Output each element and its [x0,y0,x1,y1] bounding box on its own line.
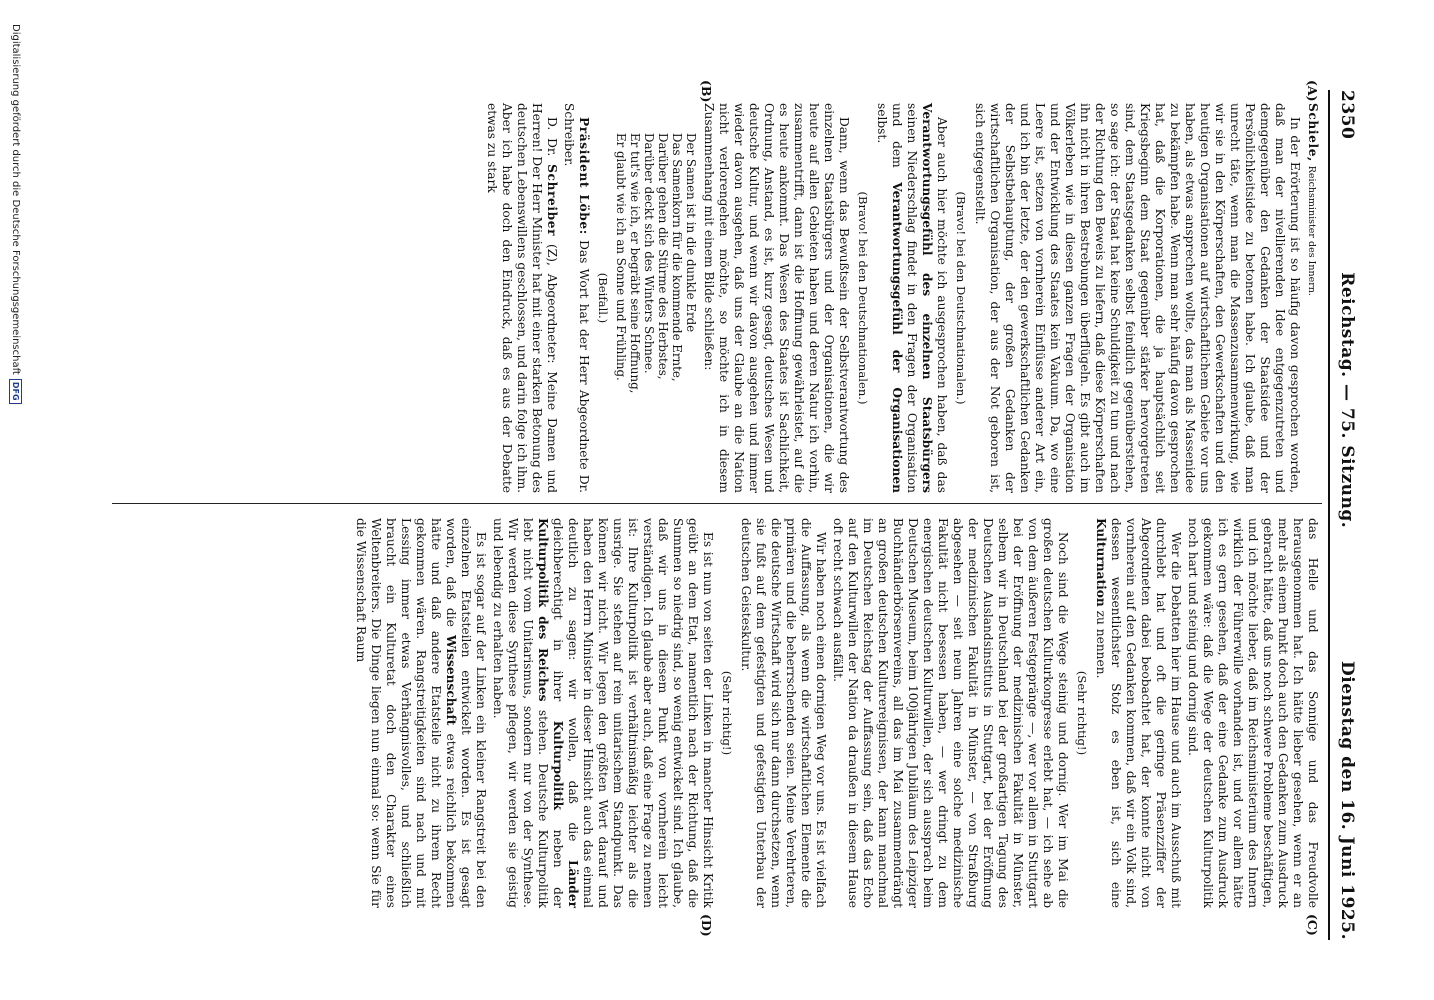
speech-paragraph [1093,518,1183,908]
margin-marker-d: (D) [699,914,714,937]
emphasis-text: Kulturpolitik des Reiches [536,518,550,702]
interjection: (Sehr richtig!) [720,670,734,756]
margin-marker-b: (B) [699,80,714,103]
dfg-logo: DFG [10,379,23,404]
speech-paragraph [561,103,591,493]
left-column [482,103,1320,493]
speech-paragraph [484,103,559,493]
text-run: selbst. [875,103,889,144]
poem-line: Darüber deckt sich des Winters Schnee. [642,133,656,374]
speech-paragraph: Noch sind die Wege steinig und dornig. Wer im Mai die großen deutschen Kulturkongresse erlebt hat, — ich sehe ab von dem äußeren Festgepränge —, wer vor allem in Stuttgart bei der Eröffnung der medizinischen Fakultät in Münster, selbem wir in Deutschland bei der großartigen Tagung des Deutschen Auslandsinstituts in Stuttgart, bei der Eröffnung der medizinischen Fakultät in Münster, — von Straßburg abgesehen — seit neun Jahren eine solche medizinische Fakultät nicht besessen haben, — wer dringt zu dem energischen deutschen Kulturwillen, der sich aussprach beim Deutschen Museum, beim 100jährigen Jubiläum des Leipziger Buchhändlerbörsenvereins, all das im Mai zusammendrängt an großen deutschen Kulturereignissen, der kann manchmal im Deutschen Reichstag der Auffassung sein, daß das Echo auf den Kulturwillen der Nation da draußen in diesem Hause oft recht schwach ausfällt. [831,518,1070,908]
page-header [1332,90,1362,940]
text-run: Es ist sogar auf der Linken ein kleiner Rangstreit bei den einzelnen Etatsteilen entwickelt worden. Es ist gesagt worden, daß die [444,518,488,908]
emphasis-text: Länder [566,859,580,908]
text-run: (Z), Abgeordneter: Meine Damen und Herren! Der Herr Minister hat mit einer starken Betonung des deutschen Lebenswillens geschlossen, und darin folge ich ihm. Aber ich habe doch den Eindruck, daß es aus der Debatte etwas zu stark [485,103,559,494]
text-run: etwas reichlich bekommen hätte und daß andere Etatsteile nicht zu ihrem Recht gekommen wären. Rangstreitigkeiten sind nach und mit Lessing immer etwas Verhängnisvolles, und schließlich braucht ein Kulturetat doch den Charakter eines Weltenbreiters. Die Dinge liegen nun einmal so: wenn Sie für die Wissenschaft Raum [354,518,458,908]
interjection: (Bravo! bei den Deutschnationalen.) [954,191,968,405]
speech-paragraph [874,103,949,493]
poem-line: Der Samen ist in die dunkle Erde [684,133,698,333]
speech-paragraph: Wir haben noch einen dornigen Weg vor uns. Es ist vielfach die Auffassung, als wenn die wirtschaftlichen Elemente die primären und die beherrschenden seien. Meine Verehrteren, die deutsche Wirtschaft wird sich nur dann durchsetzen, wenn sie fußt auf dem gefestigten und gefestigten Unterbau der deutschen Geisteskultur. [739,518,828,908]
text-run: D. Dr. [545,117,559,165]
page-number: 2350 [1337,90,1357,140]
speech-paragraph [1304,103,1320,493]
poem-line: Darüber gehen die Stürme des Herbstes, [656,133,670,380]
poem-line: Er glaubt wie ich an Sonne und Frühling. [614,133,628,381]
text-run: Das Wort hat der Herr Abgeordnete Dr. Schreiber. [562,103,591,493]
speech-paragraph: Dann, wenn das Bewußtsein der Selbstverantwortung des einzelnen Staatsbürgers und der Organisationen, die wir heute auf allen Gebieten haben und deren Natur ich vorhin, zusammentrifft, dann ist die Hoffnung gewährleistet, auf die es heute ankommt. Das Wesen des Staates ist Sachlichkeit, Ordnung, Anstand, es ist, kurz gesagt, deutsches Wesen und deutsche Kultur, und wenn wir davon ausgehen und immer wieder davon ausgehen, daß uns der Glaube an die Nation nicht verlorengehen möchte, so möchte ich in diesem Zusammenhang mit einem Bilde schließen: [702,103,851,493]
interjection: (Beifall.) [596,272,610,324]
page-date: Dienstag den 16. Juni 1925. [1337,661,1357,940]
text-run: Aber auch hier möchte ich ausgesprochen haben, daß das [935,117,949,493]
emphasis-text: Kulturnation [1094,518,1108,607]
text-run: gleichberechtigt in ihrer [551,518,565,721]
emphasis-text: Verantwortungsgefühl der Organisationen [890,182,904,493]
interjection: (Sehr richtig!) [1075,670,1089,756]
poem-line: Das Samenkorn für die kommende Ernte, [670,133,684,382]
text-run: seinen Niederschlag findet in den Fragen der Organisation und dem [890,103,919,493]
page-title: Reichstag. — 75. Sitzung. [1337,272,1357,529]
credit-text: Digitalisierung gefördert durch die Deutsche Forschungsgemeinschaft [10,24,22,375]
poem-line: Er tut's wie ich, er begräbt seine Hoffnung, [628,133,642,394]
speech-paragraph [353,518,488,908]
margin-marker-a: (A) [1305,80,1320,102]
president-name: Präsident Löbe: [577,117,591,235]
speaker-name: Schreiber [545,164,559,237]
text-run: neben der [551,810,565,908]
interjection: (Bravo! bei den Deutschnationalen.) [856,191,870,405]
poem-quote [614,103,698,493]
text-run: Es ist nun von seiten der Linken in mancher Hinsicht Kritik geübt an dem Etat, namentlich nach der Richtung, daß die Summen so niedrig sind, so wenig entwickelt sind. Ich glaube, daß wir uns in diesem Punkt von vornherein leicht verständigen. Ich glaube aber auch, daß eine Frage zu nennen ist: Ihre Kulturpolitik ist verhältnismäßig leichter als die unsrige. Sie stehen auf rein unitarischem Standpunkt. Das können wir nicht. Wir legen den größten Wert darauf und haben den Herrn Minister in dieser Hinsicht auch das einmal deutlich zu sagen: wir wollen, daß die [566,518,715,908]
speaker-name: Schiele, [1306,103,1320,162]
emphasis-text: Verantwortungsgefühl des einzelnen Staatsbürgers [920,103,934,493]
text-run: Wer die Debatten hier im Hause und auch im Ausschuß mit durchlebt hat und oft die geringe Präsenzziffer der Abgeordneten dabei beobachtet hat, der konnte nicht von vornherein auf den Gedanken kommen, daß wir ein Volk sind, dessen wesentlichster Stolz es eben ist, sich eine [1109,518,1183,908]
emphasis-text: Wissenschaft [444,635,458,726]
right-column [351,518,1320,908]
emphasis-text: Kulturpolitik [551,720,565,811]
text-run: zu nennen. [1094,606,1108,679]
speaker-role: Reichsminister des Innern. [1306,165,1317,296]
margin-marker-c: (C) [1305,914,1320,936]
speech-paragraph [490,518,715,908]
speech-paragraph: In der Erörterung ist so häufig davon gesprochen worden, daß man der nivellierenden Idee entgegenzutreten und demgegenüber den Gedanken der Staatsidee und der Persönlichkeitsidee zu betonen habe. Ich glaube, daß man unrecht täte, wenn man die Massenzusammenwirkung, wie wir sie in den Körperschaften, den Gewerkschaften und den heutigen Organisationen auf wirtschaftlichem Gebiete vor uns haben, als etwas ansprechen wollte, das man als Massenidee zu bekämpfen habe. Wenn man sehr häufig davon gesprochen hat, daß die Korporationen, die ja hauptsächlich seit Kriegsbeginn dem Staat gegenüber stärker hervorgetreten sind, dem Staatsgedanken selbst feindlich gegenüberstehen, so sage ich: der Staat hat keine Schuldigkeit zu tun und nach der Richtung den Beweis zu liefern, daß diese Körperschaften ihn nicht in ihren Bestrebungen überflügeln. Es gibt auch im Völkerleben wie in diesen ganzen Fragen der Organisation und der Entwicklung des Staates kein Vakuum. Da, wo eine Leere ist, setzen von vornherein Einflüsse anderer Art ein, und ich bin der letzte, der den gewerkschaftlichen Gedanken der Selbstbehauptung, der großen Gedanken der wirtschaftlichen Organisation, der aus der Not geboren ist, sich entgegenstellt. [973,103,1302,493]
column-divider [112,503,1322,504]
text-run: stehen. Deutsche Kulturpolitik lebt nicht vom Unitarismus, sondern nur von der Synthese. Wir werden diese Synthese pflegen, wir werden sie geistig und lebendig zu erhalten haben. [491,518,550,909]
digitization-credit [8,24,24,976]
speech-paragraph: das Helle und das Sonnige und das Freudvolle herausgenommen hat. Ich hätte lieber gesehen, wenn er an mehr als einem Punkt doch auch den Gedanken zum Ausdruck gebracht hätte, daß uns noch schwere Probleme beschäftigen, und ich möchte lieber, daß im Reichsministerium des Innern wirklich der Führerwille vorhanden ist, und vor allem hätte ich es gern gesehen, daß der eine Gedanke zum Ausdruck gekommen wäre: daß die Wege der deutschen Kulturpolitik noch hart und steinig und dornig sind. [1186,518,1320,908]
header-rule [1328,90,1330,940]
